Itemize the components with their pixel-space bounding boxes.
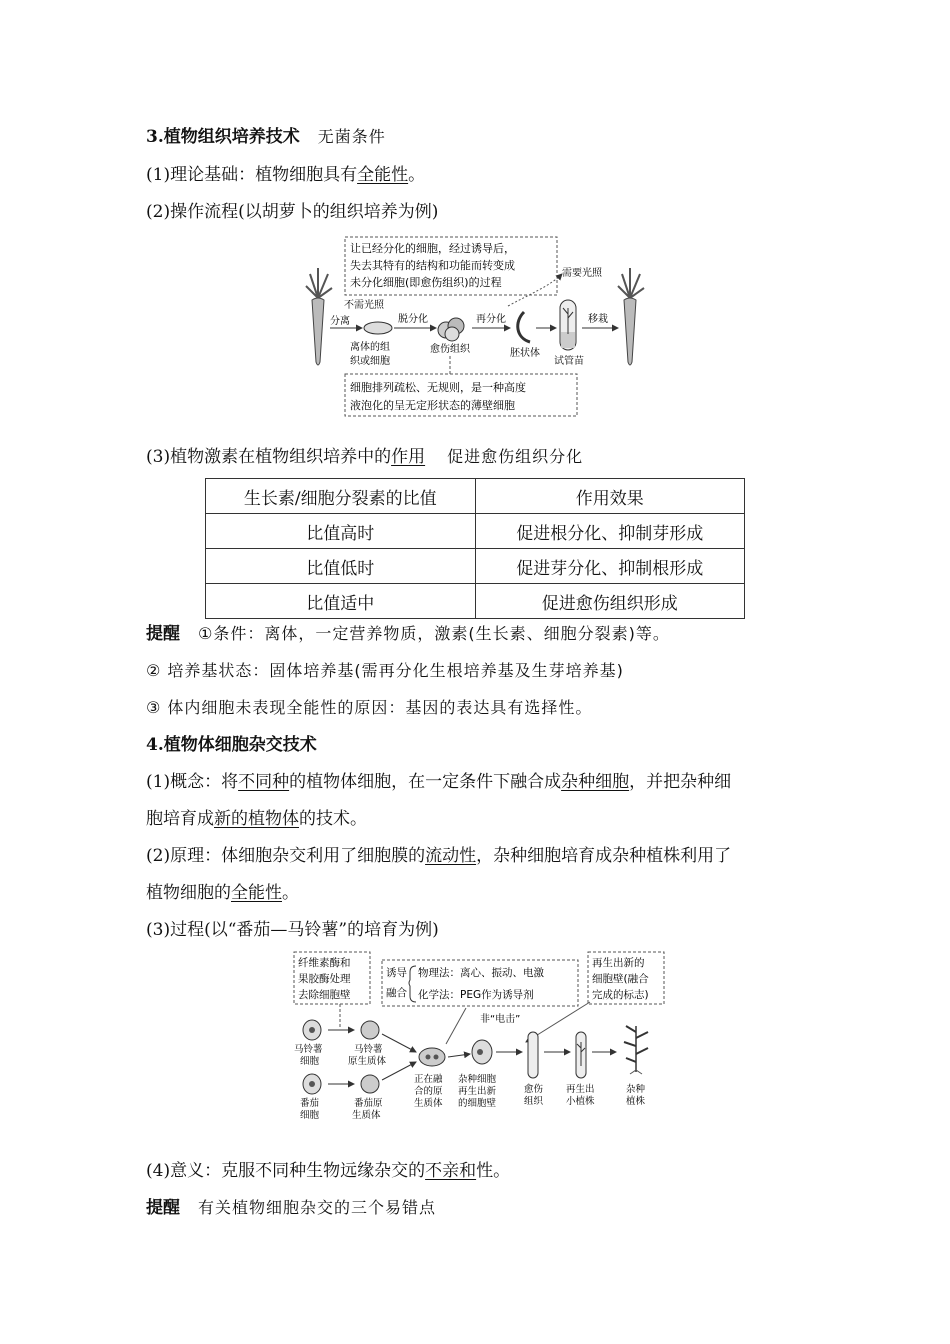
reminder-1-text: ①条件：离体，一定营养物质，激素(生长素、细胞分裂素)等。 <box>198 624 670 643</box>
enzyme-line-3: 去除细胞壁 <box>298 989 351 1001</box>
table-cell: 促进芽分化、抑制根形成 <box>475 549 745 584</box>
carrot-right-icon <box>618 268 644 365</box>
principle-text-d: 。 <box>282 883 299 903</box>
concept-answer-2: 杂种细胞 <box>561 772 630 792</box>
concept-answer-3: 新的植物体 <box>214 809 299 829</box>
reminder-3: ③ 体内细胞未表现全能性的原因：基因的表达具有选择性。 <box>146 698 593 717</box>
potato-cell-caption-1: 马铃薯 <box>294 1044 323 1055</box>
fusing-nucleus-2 <box>434 1055 439 1060</box>
principle-answer-1: 流动性 <box>425 846 477 866</box>
physical-method: 物理法：离心、振动、电激 <box>418 967 544 979</box>
significance <box>146 1160 510 1182</box>
potato-proto-caption-2: 原生质体 <box>348 1056 387 1067</box>
tomato-cell-nucleus <box>309 1081 315 1087</box>
theory-basis-text: (1)理论基础：植物细胞具有 <box>146 165 358 185</box>
induce-label-1: 诱导 <box>386 967 407 979</box>
plantlet-tube-icon <box>576 1032 586 1078</box>
principle-text-c: 植物细胞的 <box>146 883 231 903</box>
fusing-nucleus-1 <box>426 1055 431 1060</box>
table-header-cell: 作用效果 <box>475 479 745 514</box>
theory-basis-end: 。 <box>408 165 426 185</box>
carrot-left-icon <box>306 268 332 365</box>
hybrid-cell-nucleus <box>477 1049 483 1055</box>
embryoid-icon <box>518 312 530 342</box>
separate-label: 分离 <box>330 316 350 327</box>
hybrid-caption-3: 的细胞壁 <box>458 1098 497 1109</box>
concept-answer-1: 不同种 <box>238 772 290 792</box>
box-top-line-3: 未分化细胞(即愈伤组织)的过程 <box>350 276 502 289</box>
tomato-proto-caption-1: 番茄原 <box>354 1098 383 1109</box>
tomato-cell-caption-2: 细胞 <box>300 1110 320 1121</box>
hormone-heading-answer: 作用 <box>391 447 426 467</box>
enzyme-line-1: 纤维素酶和 <box>298 957 351 969</box>
note-pointer <box>446 1008 466 1044</box>
significance-answer: 不亲和 <box>425 1161 477 1181</box>
need-light-note: 需要光照 <box>562 268 602 279</box>
induce-label-2: 融合 <box>386 987 407 999</box>
process-heading: (3)过程(以“番茄—马铃薯”的培育为例) <box>146 920 439 940</box>
petri-dish-icon <box>364 322 392 334</box>
hormone-heading-text: (3)植物激素在植物组织培养中的 <box>146 447 392 467</box>
theory-basis <box>146 164 425 186</box>
table-cell: 促进根分化、抑制芽形成 <box>475 514 745 549</box>
section3-title: 3.植物组织培养技术 <box>146 127 300 147</box>
plantlet-caption-2: 小植株 <box>566 1096 595 1107</box>
light-pointer-arrow <box>508 274 562 306</box>
principle-text-b: ，杂种细胞培育成杂种植株利用了 <box>476 846 732 866</box>
not-electric-shock-note: 非“电击” <box>480 1014 521 1025</box>
table-cell: 比值适中 <box>206 584 476 619</box>
method-brace <box>409 966 416 1002</box>
callus-caption-2: 组织 <box>524 1096 544 1107</box>
principle-answer-2: 全能性 <box>231 883 282 903</box>
wall-line-1: 再生出新的 <box>592 957 645 969</box>
concept-text-d: 胞培育成 <box>146 809 214 829</box>
plantlet-caption-1: 再生出 <box>566 1084 595 1095</box>
significance-text-a: (4)意义：克服不同种生物远缘杂交的 <box>146 1161 426 1181</box>
dedifferentiation-label: 脱分化 <box>398 314 428 325</box>
tissue-culture-diagram <box>300 234 650 420</box>
fusing-caption-3: 生质体 <box>414 1098 443 1109</box>
tomato-proto-caption-2: 生质体 <box>352 1110 381 1121</box>
reminder-label-2: 提醒 <box>146 1198 180 1218</box>
no-light-note: 不需光照 <box>344 300 384 311</box>
box-bottom-line-2: 液泡化的呈无定形状态的薄壁细胞 <box>350 399 515 412</box>
somatic-hybridization-diagram <box>290 948 670 1130</box>
box-bottom-line-1: 细胞排列疏松、无规则，是一种高度 <box>350 381 526 394</box>
procedure-heading: (2)操作流程(以胡萝卜的组织培养为例) <box>146 202 439 222</box>
section3-heading <box>146 126 386 148</box>
reminder-4 <box>146 1197 436 1219</box>
callus-icon <box>438 318 464 341</box>
potato-cell-nucleus <box>309 1027 315 1033</box>
chemical-method: 化学法：PEG作为诱导剂 <box>418 989 534 1001</box>
fuse-arrow <box>448 1054 470 1057</box>
box-top-line-1: 让已经分化的细胞，经过诱导后， <box>350 242 515 255</box>
section4-title: 4.植物体细胞杂交技术 <box>146 735 317 755</box>
theory-basis-answer: 全能性 <box>357 165 409 185</box>
fusing-caption-2: 合的原 <box>414 1086 443 1097</box>
concept-text-a: (1)概念：将 <box>146 772 239 792</box>
transplant-label: 移栽 <box>588 314 608 325</box>
merge-arrow-bottom <box>382 1062 416 1080</box>
potato-cell-caption-2: 细胞 <box>300 1056 320 1067</box>
table-header-cell: 生长素/细胞分裂素的比值 <box>206 479 476 514</box>
reminder-label: 提醒 <box>146 624 180 644</box>
hybrid-plant-icon <box>624 1026 648 1074</box>
concept-text-e: 的技术。 <box>299 809 367 829</box>
hormone-heading <box>146 446 583 468</box>
fusing-caption-1: 正在融 <box>414 1074 443 1085</box>
table-header-row <box>206 479 745 514</box>
concept-text-c: ，并把杂种细 <box>629 772 732 792</box>
redifferentiation-label: 再分化 <box>476 314 506 325</box>
tissue-caption-1: 离体的组 <box>350 342 390 353</box>
principle-text-a: (2)原理：体细胞杂交利用了细胞膜的 <box>146 846 426 866</box>
hybrid-caption-2: 再生出新 <box>458 1086 497 1097</box>
principle-line-1 <box>146 845 731 867</box>
embryoid-caption: 胚状体 <box>510 348 540 359</box>
callus-caption-1: 愈伤 <box>524 1084 544 1095</box>
concept-text-b: 的植物体细胞，在一定条件下融合成 <box>289 772 562 792</box>
section3-handwritten-note: 无菌条件 <box>317 127 386 146</box>
hybrid-caption-1: 杂种细胞 <box>458 1074 497 1085</box>
concept-line-2 <box>146 808 367 830</box>
wall-line-3: 完成的标志) <box>592 989 649 1001</box>
potato-proto-caption-1: 马铃薯 <box>354 1044 383 1055</box>
tomato-cell-caption-1: 番茄 <box>300 1098 320 1109</box>
seedling-caption: 试管苗 <box>554 356 584 367</box>
table-cell: 比值高时 <box>206 514 476 549</box>
plant-caption-2: 植株 <box>626 1096 646 1107</box>
hormone-handwritten-note: 促进愈伤组织分化 <box>447 447 584 466</box>
reminder-2: ② 培养基状态：固体培养基(需再分化生根培养基及生芽培养基) <box>146 661 624 680</box>
tomato-protoplast-icon <box>361 1075 379 1093</box>
reminder-1 <box>146 623 670 645</box>
concept-line-1 <box>146 771 731 793</box>
box-top-line-2: 失去其特有的结构和功能而转变成 <box>350 259 515 272</box>
hormone-ratio-table <box>205 478 745 619</box>
significance-text-b: 性。 <box>476 1161 511 1181</box>
enzyme-line-2: 果胶酶处理 <box>298 973 351 985</box>
callus-caption: 愈伤组织 <box>430 344 470 355</box>
table-row <box>206 584 745 619</box>
merge-arrow-top <box>382 1034 416 1052</box>
wall-line-2: 细胞壁(融合 <box>592 973 649 985</box>
table-row <box>206 514 745 549</box>
table-row <box>206 549 745 584</box>
table-cell: 促进愈伤组织形成 <box>475 584 745 619</box>
reminder-4-text: 有关植物细胞杂交的三个易错点 <box>198 1198 437 1217</box>
callus-tube-icon <box>528 1032 538 1078</box>
plant-caption-1: 杂种 <box>626 1084 646 1095</box>
potato-protoplast-icon <box>361 1021 379 1039</box>
fusing-protoplast-icon <box>419 1048 445 1066</box>
test-tube-icon <box>560 300 576 350</box>
table-cell: 比值低时 <box>206 549 476 584</box>
tissue-caption-2: 织或细胞 <box>350 356 390 367</box>
principle-line-2 <box>146 882 299 904</box>
